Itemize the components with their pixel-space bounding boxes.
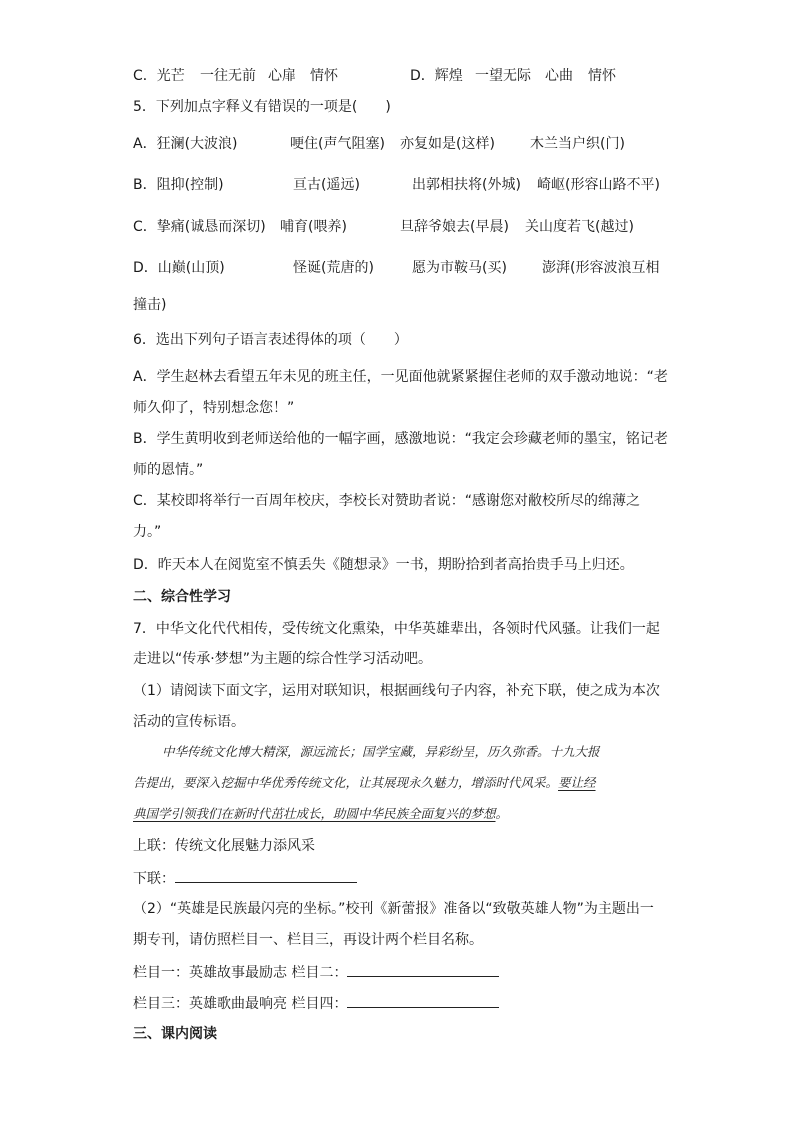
q5-option-d-3: 愿为市鞍马(买) [412,260,507,276]
q7-intro-line1: 7．中华文化代代相传，受传统文化熏染，中华英雄辈出，各领时代风骚。让我们一起 [133,621,660,637]
q7-part2-line1: （2）“英雄是民族最闪亮的坐标。”校刊《新蕾报》准备以“致敬英雄人物”为主题出一 [133,901,654,917]
column-2-blank[interactable] [347,962,499,977]
q4-option-d-1: D．辉煌 [410,68,463,84]
q4-option-c-4: 情怀 [310,68,338,84]
q7-passage-line2-plain: 告提出，要深入挖掘中华优秀传统文化，让其展现永久魅力，增添时代风采。 [133,775,559,790]
q7-passage-line1: 中华传统文化博大精深，源远流长；国学宝藏，异彩纷呈，历久弥香。十九大报 [162,744,600,759]
q4-option-c-3: 心扉 [268,68,296,84]
q4-option-d-2: 一望无际 [475,68,531,84]
q5-option-d-1: D．山巅(山顶) [133,260,225,276]
q7-passage-line3 [133,804,663,824]
q6-option-a-line2: 师久仰了，特别想念您！” [133,400,295,416]
couplet-upper: 上联：传统文化展魅力添风采 [133,838,315,854]
q6-option-b-line2: 师的恩情。” [133,462,204,478]
section-heading-2: 二、综合性学习 [133,589,231,605]
q5-option-c-3: 旦辞爷娘去(早晨) [400,219,509,235]
q5-option-c-2: 哺育(喂养) [280,219,347,235]
q5-option-d-wrap: 撞击) [133,297,167,313]
q6-option-a-line1: A．学生赵林去看望五年未见的班主任，一见面他就紧紧握住老师的双手激动地说：“老 [133,369,668,385]
q5-option-a-3: 亦复如是(这样) [400,136,495,152]
q7-passage-line2 [133,773,663,793]
q7-passage-line3-end: 。 [495,806,509,821]
couplet-lower-label: 下联： [133,871,175,887]
q5-option-a-2: 哽住(声气阻塞) [290,136,385,152]
q5-option-b-1: B．阻抑(控制) [133,177,224,193]
q5-option-a-1: A．狂澜(大波浪) [133,136,238,152]
q6-stem: 6．选出下列句子语言表述得体的项（ ） [133,332,408,348]
column-3: 栏目三：英雄歌曲最响亮 [133,996,287,1012]
couplet-lower-blank[interactable] [175,868,357,883]
q5-option-d-4: 澎湃(形容波浪互相 [542,260,660,276]
q4-option-d-3: 心曲 [545,68,573,84]
q5-option-a-4: 木兰当户织(门) [530,136,625,152]
q7-passage-underlined-start: 要让经 [558,775,596,790]
q5-option-b-3: 出郭相扶将(外城) [412,177,521,193]
q7-passage-underlined-sentence: 典国学引领我们在新时代茁壮成长，助圆中华民族全面复兴的梦想 [133,806,496,821]
column-4-label: 栏目四： [291,996,348,1012]
q4-option-d-4: 情怀 [588,68,616,84]
column-1: 栏目一：英雄故事最励志 [133,965,287,981]
section-heading-3: 三、课内阅读 [133,1026,217,1042]
q6-option-c-line2: 力。” [133,524,162,540]
q5-option-b-2: 亘古(遥远) [293,177,360,193]
q5-option-c-4: 关山度若飞(越过) [525,219,634,235]
couplet-lower [133,868,357,889]
q5-option-c-1: C．挚痛(诚恳而深切) [133,219,266,235]
q5-stem: 5．下列加点字释义有错误的一项是( ) [133,99,391,115]
q4-option-c-2: 一往无前 [200,68,256,84]
q6-option-c-line1: C．某校即将举行一百周年校庆，李校长对赞助者说：“感谢您对敝校所尽的绵薄之 [133,493,641,509]
column-row-2 [133,993,499,1014]
column-2-label: 栏目二： [291,965,348,981]
q7-part1-line2: 活动的宣传标语。 [133,714,245,730]
q7-part2-line2: 期专刊，请仿照栏目一、栏目三，再设计两个栏目名称。 [133,932,483,948]
column-row-1 [133,962,499,983]
q5-option-b-4: 崎岖(形容山路不平) [537,177,660,193]
q4-option-c-1: C．光芒 [133,68,185,84]
q5-option-d-2: 怪诞(荒唐的) [293,260,374,276]
q7-intro-line2: 走进以“传承·梦想”为主题的综合性学习活动吧。 [133,651,432,667]
q6-option-b-line1: B．学生黄明收到老师送给他的一幅字画，感激地说：“我定会珍藏老师的墨宝，铭记老 [133,431,668,447]
q7-part1-line1: （1）请阅读下面文字，运用对联知识，根据画线句子内容，补充下联，使之成为本次 [133,683,660,699]
column-4-blank[interactable] [347,993,499,1008]
q6-option-d-line1: D．昨天本人在阅览室不慎丢失《随想录》一书，期盼拾到者高抬贵手马上归还。 [133,557,634,573]
